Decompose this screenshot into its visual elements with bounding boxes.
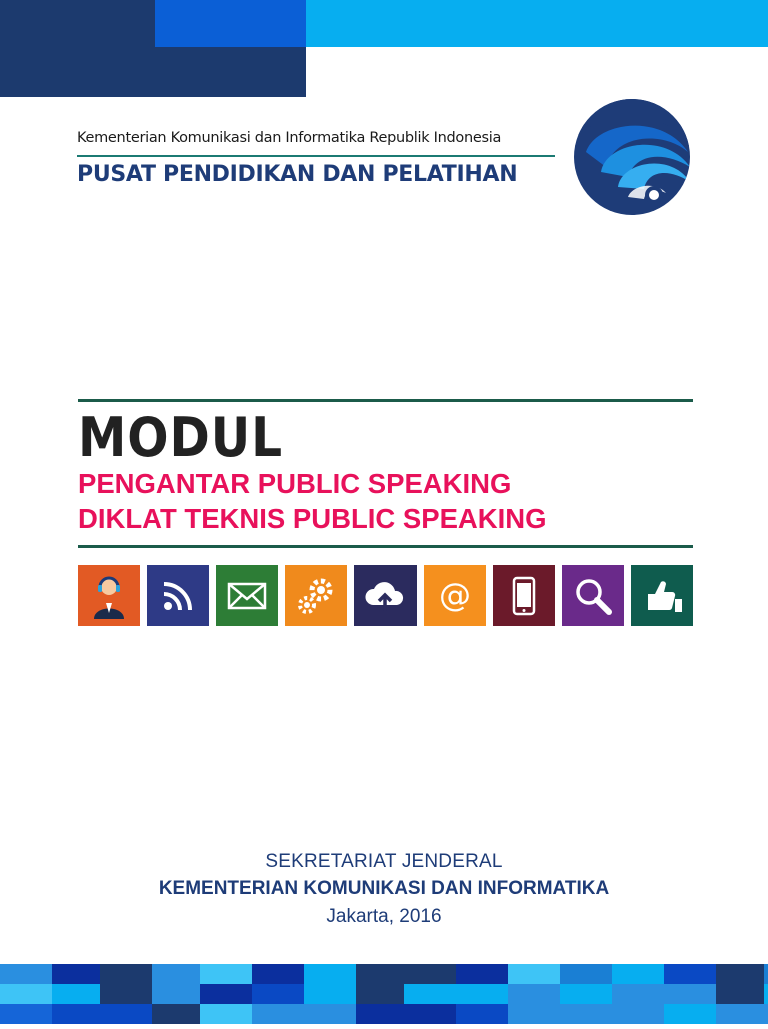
- place-date: Jakarta, 2016: [326, 906, 442, 927]
- top-block-blue: [155, 0, 306, 47]
- mosaic-tile: [0, 984, 52, 1004]
- tile-search: [562, 565, 624, 626]
- ministry-name: Kementerian Komunikasi dan Informatika Republik Indonesia: [77, 130, 502, 146]
- mosaic-tile: [200, 964, 252, 984]
- header-divider: [77, 155, 555, 157]
- secretariat-label: SEKRETARIAT JENDERAL: [265, 851, 503, 872]
- mosaic-tile: [456, 1004, 508, 1024]
- mosaic-tile: [356, 964, 404, 984]
- module-title-line2: DIKLAT TEKNIS PUBLIC SPEAKING: [78, 503, 547, 534]
- mosaic-tile: [52, 984, 100, 1004]
- top-block-cyan: [306, 0, 768, 47]
- bottom-mosaic: [0, 964, 768, 1024]
- mosaic-tile: [456, 984, 508, 1004]
- smartphone-icon: [501, 573, 547, 619]
- mosaic-tile: [508, 984, 560, 1004]
- mosaic-tile: [356, 1004, 404, 1024]
- cloud-upload-icon: [362, 573, 408, 619]
- ministry-footer: KEMENTERIAN KOMUNIKASI DAN INFORMATIKA: [158, 878, 610, 899]
- mosaic-tile: [356, 984, 404, 1004]
- mosaic-tile: [100, 964, 152, 984]
- mosaic-tile: [612, 964, 664, 984]
- mosaic-tile: [664, 1004, 716, 1024]
- mosaic-tile: [304, 1004, 356, 1024]
- module-label: MODUL: [78, 406, 283, 469]
- mosaic-tile: [200, 984, 252, 1004]
- mosaic-tile: [764, 984, 768, 1004]
- operator-headset-icon: [86, 573, 132, 619]
- mosaic-tile: [52, 964, 100, 984]
- icon-strip: [78, 565, 693, 626]
- tile-settings: [285, 565, 347, 626]
- tile-operator: [78, 565, 140, 626]
- mosaic-tile: [716, 964, 764, 984]
- tile-mail: [216, 565, 278, 626]
- module-title-line1: PENGANTAR PUBLIC SPEAKING: [78, 468, 512, 499]
- mosaic-tile: [456, 964, 508, 984]
- tile-at: [424, 565, 486, 626]
- mosaic-tile: [764, 1004, 768, 1024]
- mosaic-tile: [404, 1004, 456, 1024]
- mosaic-tile: [612, 1004, 664, 1024]
- rss-feed-icon: [155, 573, 201, 619]
- mosaic-tile: [200, 1004, 252, 1024]
- mosaic-tile: [152, 964, 200, 984]
- mosaic-tile: [716, 1004, 764, 1024]
- mosaic-tile: [560, 1004, 612, 1024]
- mosaic-tile: [252, 1004, 304, 1024]
- svg-text:@: @: [438, 575, 471, 614]
- mosaic-tile: [152, 984, 200, 1004]
- mosaic-tile: [560, 984, 612, 1004]
- mosaic-tile: [0, 964, 52, 984]
- mosaic-tile: [612, 984, 664, 1004]
- mosaic-tile: [560, 964, 612, 984]
- mosaic-tile: [304, 964, 356, 984]
- at-sign-icon: [432, 573, 478, 619]
- mosaic-tile: [764, 964, 768, 984]
- mosaic-tile: [100, 1004, 152, 1024]
- mosaic-tile: [664, 984, 716, 1004]
- center-name: PUSAT PENDIDIKAN DAN PELATIHAN: [77, 162, 518, 187]
- gears-icon: [293, 573, 339, 619]
- mosaic-tile: [100, 984, 152, 1004]
- mosaic-tile: [252, 984, 304, 1004]
- mosaic-tile: [404, 964, 456, 984]
- mosaic-tile: [152, 1004, 200, 1024]
- title-rule-bottom: [78, 545, 693, 548]
- tile-like: [631, 565, 693, 626]
- thumbs-up-icon: [639, 573, 685, 619]
- tile-rss: [147, 565, 209, 626]
- magnifier-icon: [570, 573, 616, 619]
- mosaic-tile: [0, 1004, 52, 1024]
- mosaic-tile: [508, 1004, 560, 1024]
- title-rule-top: [78, 399, 693, 402]
- mosaic-tile: [404, 984, 456, 1004]
- envelope-icon: [224, 573, 270, 619]
- tile-phone: [493, 565, 555, 626]
- mosaic-tile: [664, 964, 716, 984]
- kominfo-logo-icon: [566, 97, 694, 217]
- mosaic-tile: [716, 984, 764, 1004]
- mosaic-tile: [304, 984, 356, 1004]
- mosaic-tile: [52, 1004, 100, 1024]
- tile-cloud: [354, 565, 416, 626]
- mosaic-tile: [252, 964, 304, 984]
- mosaic-tile: [508, 964, 560, 984]
